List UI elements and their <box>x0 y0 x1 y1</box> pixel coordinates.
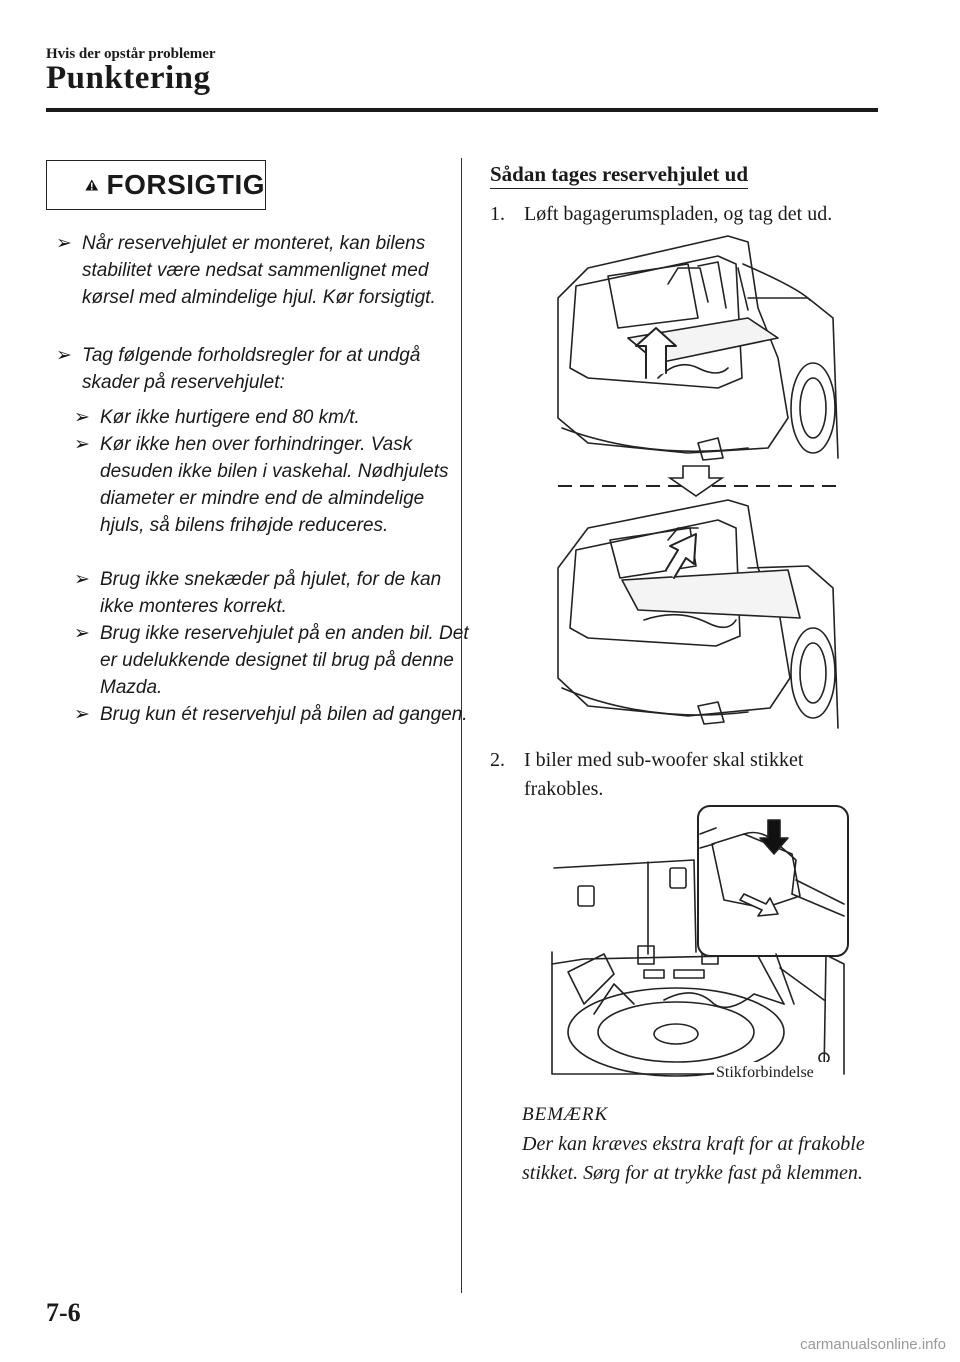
watermark: carmanualsonline.info <box>800 1336 946 1353</box>
arrow-bullet-icon: ➢ <box>74 623 90 644</box>
note-body: Der kan kræves ekstra kraft for at frakoble stikket. Sørg for at trykke fast på klemmen. <box>522 1133 865 1184</box>
section-kicker: Hvis der opstår problemer <box>46 46 216 62</box>
arrow-bullet-icon: ➢ <box>56 233 72 254</box>
page-number: 7-6 <box>46 1298 81 1327</box>
caution-bullet: ➢ Tag følgende forholdsregler for at undgå skader på reservehjulet: <box>56 342 462 396</box>
step-2: 2. I biler med sub-woofer skal stikket frakobles. <box>490 749 804 800</box>
caution-sub-bullet: ➢ Brug ikke reservehjulet på en anden bil. Det er udelukkende designet til brug på denne Mazda. <box>74 620 472 701</box>
arrow-bullet-icon: ➢ <box>74 434 90 455</box>
section-heading: Sådan tages reservehjulet ud <box>490 162 748 189</box>
title-rule <box>46 108 878 112</box>
connector-label: Stikforbindelse <box>716 1064 814 1081</box>
arrow-bullet-icon: ➢ <box>74 569 90 590</box>
arrow-bullet-icon: ➢ <box>74 407 90 428</box>
arrow-bullet-icon: ➢ <box>56 345 72 366</box>
caution-sub-bullet: ➢ Kør ikke hen over forhindringer. Vask desuden ikke bilen i vaskehal. Nødhjulets diameter er mindre end de almindelige hjuls, så bilens frihøjde reduceres. <box>74 431 472 539</box>
caution-sub-bullet: ➢ Brug ikke snekæder på hjulet, for de kan ikke monteres korrekt. <box>74 566 472 620</box>
caution-sub-bullet: ➢ Brug kun ét reservehjul på bilen ad gangen. <box>74 701 472 728</box>
caution-box <box>46 160 266 210</box>
step-1: 1. Løft bagagerumspladen, og tag det ud. <box>490 203 833 225</box>
warning-triangle-icon <box>85 170 99 200</box>
trunk-board-illustration <box>548 228 840 740</box>
caution-sub-bullet: ➢ Kør ikke hurtigere end 80 km/t. <box>74 404 472 431</box>
arrow-bullet-icon: ➢ <box>74 704 90 725</box>
page-title: Punktering <box>46 60 211 96</box>
caution-label: FORSIGTIG <box>106 169 265 200</box>
note-heading: BEMÆRK <box>522 1104 609 1125</box>
subwoofer-connector-illustration <box>544 804 850 1090</box>
caution-bullet: ➢ Når reservehjulet er monteret, kan bilens stabilitet være nedsat sammenlignet med kørsel med almindelige hjul. Kør forsigtigt. <box>56 230 462 311</box>
